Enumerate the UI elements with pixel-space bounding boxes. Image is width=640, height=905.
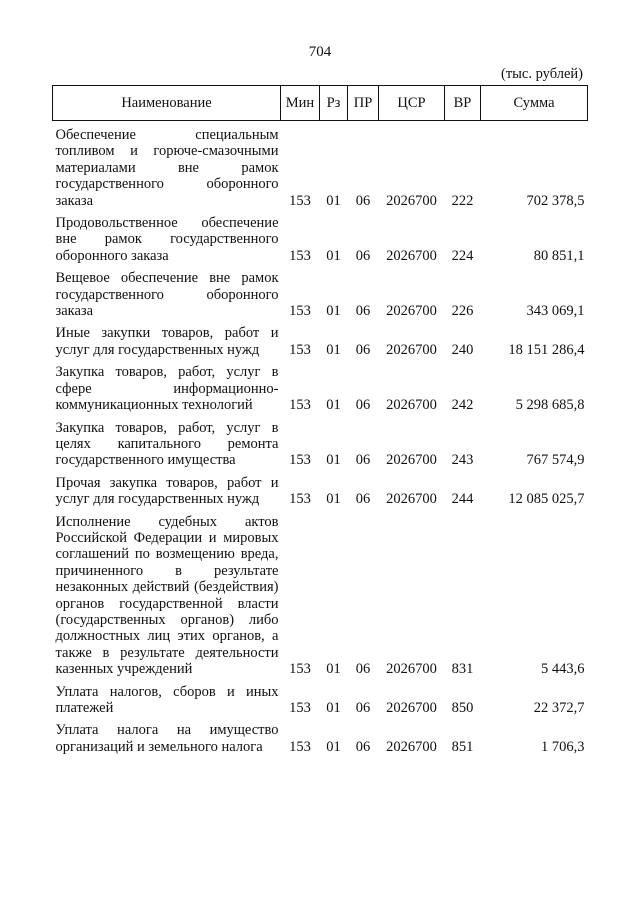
table-row <box>53 319 588 358</box>
table-row <box>53 209 588 264</box>
row-pr: 06 <box>355 303 371 320</box>
page-number: 704 <box>308 44 332 60</box>
column-header-min: Мин <box>281 86 320 121</box>
row-vr: 224 <box>451 247 474 264</box>
row-csr: 2026700 <box>386 452 437 469</box>
row-min: 153 <box>289 192 311 209</box>
column-header-rz: Рз <box>320 86 348 121</box>
row-min: 153 <box>289 247 311 264</box>
row-sum: 702 378,5 <box>526 192 585 209</box>
row-rz: 01 <box>326 491 341 508</box>
row-name: Прочая закупка товаров, работ и услуг для государственных нужд <box>55 474 279 508</box>
column-header-name: Наименование <box>53 86 281 121</box>
table-row <box>53 414 588 469</box>
row-name: Закупка товаров, работ, услуг в целях капитального ремонта государственного имущества <box>55 419 279 469</box>
table-row <box>53 678 588 717</box>
row-vr: 243 <box>451 452 474 469</box>
row-sum: 343 069,1 <box>526 303 585 320</box>
row-rz: 01 <box>326 303 341 320</box>
row-csr: 2026700 <box>386 700 437 716</box>
row-min: 153 <box>289 738 311 755</box>
row-pr: 06 <box>355 738 371 755</box>
row-vr: 244 <box>451 491 474 508</box>
row-rz: 01 <box>326 661 341 678</box>
row-vr: 226 <box>451 303 474 320</box>
row-vr: 850 <box>451 700 474 716</box>
row-name: Закупка товаров, работ, услуг в сфере информационно-коммуникационных технологий <box>55 364 279 414</box>
row-pr: 06 <box>355 192 371 209</box>
row-rz: 01 <box>326 192 341 209</box>
column-header-csr: ЦСР <box>379 86 445 121</box>
row-name: Уплата налогов, сборов и иных платежей <box>55 683 279 716</box>
row-sum: 767 574,9 <box>526 452 585 469</box>
column-header-sum: Сумма <box>481 86 588 121</box>
row-vr: 831 <box>451 661 474 678</box>
column-header-vr: ВР <box>445 86 481 121</box>
row-rz: 01 <box>326 738 341 755</box>
row-csr: 2026700 <box>386 192 437 209</box>
row-pr: 06 <box>355 661 371 678</box>
table-row <box>53 121 588 210</box>
row-name: Иные закупки товаров, работ и услуг для государственных нужд <box>55 325 279 358</box>
row-pr: 06 <box>355 397 371 414</box>
row-pr: 06 <box>355 700 371 716</box>
row-vr: 851 <box>451 738 474 755</box>
column-header-pr: ПР <box>348 86 379 121</box>
row-sum: 18 151 286,4 <box>508 341 585 358</box>
table-header-row <box>53 86 588 121</box>
row-sum: 22 372,7 <box>533 700 585 716</box>
row-rz: 01 <box>326 700 341 716</box>
row-min: 153 <box>289 452 311 469</box>
row-sum: 5 443,6 <box>541 661 585 678</box>
row-rz: 01 <box>326 452 341 469</box>
row-csr: 2026700 <box>386 491 437 508</box>
budget-table <box>52 85 588 755</box>
row-sum: 12 085 025,7 <box>508 491 585 508</box>
row-min: 153 <box>289 303 311 320</box>
row-rz: 01 <box>326 397 341 414</box>
table-row <box>53 469 588 508</box>
row-name: Обеспечение специальным топливом и горюче-смазочными материалами вне рамок государственного оборонного заказа <box>55 127 279 209</box>
row-min: 153 <box>289 397 311 414</box>
row-sum: 80 851,1 <box>533 247 585 264</box>
table-row <box>53 716 588 755</box>
row-name: Вещевое обеспечение вне рамок государственного оборонного заказа <box>55 270 279 320</box>
row-min: 153 <box>289 341 311 358</box>
row-min: 153 <box>289 661 311 678</box>
table-row <box>53 508 588 678</box>
row-vr: 242 <box>451 397 474 414</box>
row-vr: 222 <box>451 192 474 209</box>
row-name: Уплата налога на имущество организаций и земельного налога <box>55 722 279 755</box>
row-sum: 5 298 685,8 <box>515 397 585 414</box>
row-csr: 2026700 <box>386 247 437 264</box>
row-pr: 06 <box>355 247 371 264</box>
table-row <box>53 358 588 413</box>
row-min: 153 <box>289 700 311 716</box>
row-rz: 01 <box>326 341 341 358</box>
table-row <box>53 264 588 319</box>
row-rz: 01 <box>326 247 341 264</box>
row-csr: 2026700 <box>386 303 437 320</box>
row-csr: 2026700 <box>386 738 437 755</box>
units-label: (тыс. рублей) <box>501 66 583 82</box>
row-csr: 2026700 <box>386 341 437 358</box>
row-min: 153 <box>289 491 311 508</box>
row-csr: 2026700 <box>386 397 437 414</box>
row-vr: 240 <box>451 341 474 358</box>
row-csr: 2026700 <box>386 661 437 678</box>
row-pr: 06 <box>355 341 371 358</box>
row-pr: 06 <box>355 452 371 469</box>
row-pr: 06 <box>355 491 371 508</box>
row-name: Исполнение судебных актов Российской Федерации и мировых соглашений по возмещению вреда, причиненного в результате незаконных действий (бездействия) органов государственной власти (государственных органов) либо должностных лиц этих органов, а также в результате деятельности казенных учреждений <box>55 513 279 678</box>
row-sum: 1 706,3 <box>541 738 585 755</box>
row-name: Продовольственное обеспечение вне рамок государственного оборонного заказа <box>55 215 279 264</box>
